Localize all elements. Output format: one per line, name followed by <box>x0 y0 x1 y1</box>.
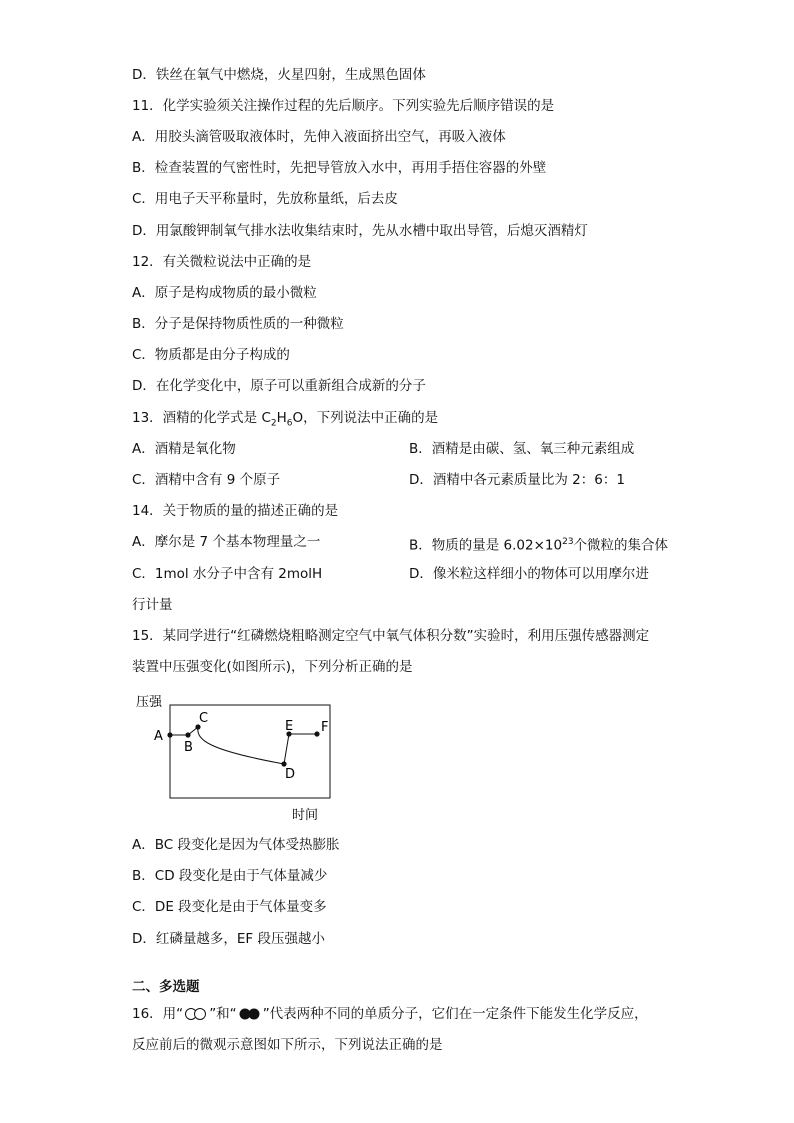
q12-option-b: B．分子是保持物质性质的一种微粒 <box>132 316 344 332</box>
q11-option-c: C．用电子天平称量时，先放称量纸，后去皮 <box>132 191 398 207</box>
q11-stem: 11．化学实验须关注操作过程的先后顺序。下列实验先后顺序错误的是 <box>132 98 555 114</box>
point-f-label: F <box>321 720 329 735</box>
q13-option-d: D．酒精中各元素质量比为 2：6：1 <box>409 472 625 488</box>
q12-option-c: C．物质都是由分子构成的 <box>132 347 290 363</box>
q13-stem: 13．酒精的化学式是 $C_2H_6O$，下列说法中正确的是 <box>132 410 439 429</box>
q14-option-d: D．像米粒这样细小的物体可以用摩尔进 <box>409 566 649 582</box>
black-molecule-icon <box>237 1007 263 1021</box>
q12-stem: 12．有关微粒说法中正确的是 <box>132 254 312 270</box>
section-heading-multiple-choice: 二、多选题 <box>132 979 200 995</box>
point-e-label: E <box>285 719 294 734</box>
q13-option-a: A．酒精是氧化物 <box>132 441 236 457</box>
q11-option-d: D．用氯酸钾制氧气排水法收集结束时，先从水槽中取出导管，后熄灭酒精灯 <box>132 223 588 239</box>
point-d-label: D <box>285 767 296 782</box>
q11-option-b: B．检查装置的气密性时，先把导管放入水中，再用手捂住容器的外壁 <box>132 160 547 176</box>
q12-option-d: D．在化学变化中，原子可以重新组合成新的分子 <box>132 378 426 394</box>
pressure-time-diagram <box>132 688 342 828</box>
x-axis-label: 时间 <box>292 808 319 823</box>
q14-option-c: C．1mol 水分子中含有 2molH <box>132 566 323 582</box>
point-a-label: A <box>154 729 163 744</box>
q15-option-a: A．BC 段变化是因为气体受热膨胀 <box>132 837 340 853</box>
q14-stem: 14．关于物质的量的描述正确的是 <box>132 503 339 519</box>
q16-stem-line2: 反应前后的微观示意图如下所示，下列说法正确的是 <box>132 1037 443 1053</box>
q10-option-d: D．铁丝在氧气中燃烧，火星四射，生成黑色固体 <box>132 67 426 83</box>
q13-option-b: B．酒精是由碳、氢、氧三种元素组成 <box>409 441 635 457</box>
q14-option-a: A．摩尔是 7 个基本物理量之一 <box>132 534 321 550</box>
q13-option-c: C．酒精中含有 9 个原子 <box>132 472 281 488</box>
q14-option-d-continued: 行计量 <box>132 597 173 613</box>
point-b-label: B <box>184 740 193 755</box>
q15-option-b: B．CD 段变化是由于气体量减少 <box>132 868 328 884</box>
diagram-frame <box>170 705 330 798</box>
y-axis-label: 压强 <box>136 695 163 710</box>
q15-option-d: D．红磷量越多，EF 段压强越小 <box>132 931 325 947</box>
q14-option-b: B．物质的量是 $6.02\times 10^{23}$个微粒的集合体 <box>409 537 669 554</box>
q15-stem-line2: 装置中压强变化(如图所示)，下列分析正确的是 <box>132 659 413 675</box>
point-c-label: C <box>199 711 209 726</box>
q12-option-a: A．原子是构成物质的最小微粒 <box>132 285 317 301</box>
q16-stem-line1: 16．用“ ”和“ ”代表两种不同的单质分子，它们在一定条件下能发生化学反应， <box>132 1006 648 1022</box>
white-molecule-icon <box>183 1007 209 1021</box>
q15-stem-line1: 15．某同学进行“红磷燃烧粗略测定空气中氧气体积分数”实验时，利用压强传感器测定 <box>132 628 650 644</box>
q15-option-c: C．DE 段变化是由于气体量变多 <box>132 899 327 915</box>
q11-option-a: A．用胶头滴管吸取液体时，先伸入液面挤出空气，再吸入液体 <box>132 129 506 145</box>
